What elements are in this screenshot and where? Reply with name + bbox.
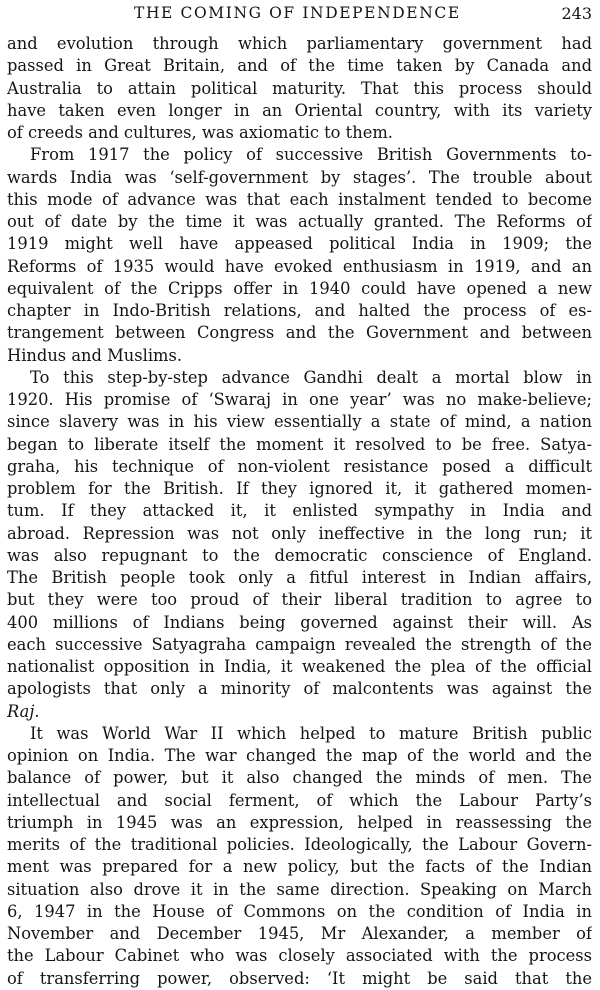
- text-line: Reforms of 1935 would have evoked enthusiasm in 1919, and an: [7, 256, 592, 276]
- text-line: have taken even longer in an Oriental country, with its variety: [7, 100, 592, 120]
- text-line: passed in Great Britain, and of the time taken by Canada and: [7, 56, 592, 76]
- text-line: since slavery was in his view essentially a state of mind, a nation: [7, 412, 592, 432]
- text-line: It was World War II which helped to mature British public: [30, 723, 592, 743]
- text-line: 1919 might well have appeased political India in 1909; the: [7, 234, 592, 254]
- text-line: abroad. Repression was not only ineffective in the long run; it: [7, 523, 592, 543]
- text-line: 400 millions of Indians being governed against their will. As: [7, 612, 592, 632]
- text-line: equivalent of the Cripps offer in 1940 could have opened a new: [7, 278, 592, 298]
- text-line: apologists that only a minority of malcontents was against the: [7, 679, 592, 699]
- text-line: but they were too proud of their liberal tradition to agree to: [7, 590, 592, 610]
- text-line: began to liberate itself the moment it resolved to be free. Satya-: [7, 434, 592, 454]
- text-line: intellectual and social ferment, of which the Labour Party’s: [7, 790, 592, 810]
- text-line: nationalist opposition in India, it weakened the plea of the official: [7, 657, 592, 676]
- paragraph-2: [7, 144, 592, 367]
- paragraph-4: [7, 723, 592, 990]
- text-line: The British people took only a fitful interest in Indian affairs,: [7, 568, 592, 587]
- page-number: 243: [561, 4, 592, 23]
- text-line: out of date by the time it was actually granted. The Reforms of: [7, 212, 592, 231]
- body-text: [7, 33, 592, 990]
- text-line: and evolution through which parliamentary government had: [7, 34, 592, 53]
- running-title: THE COMING OF INDEPENDENCE: [134, 4, 461, 22]
- italic-word: Raj.: [7, 701, 40, 721]
- text-line: balance of power, but it also changed the minds of men. The: [7, 768, 592, 788]
- text-line: merits of the traditional policies. Ideologically, the Labour Govern-: [7, 835, 592, 854]
- text-line: the Labour Cabinet who was closely associated with the process: [7, 946, 592, 966]
- text-line: graha, his technique of non-violent resistance posed a difficult: [7, 456, 592, 476]
- text-line: of transferring power, observed: ‘It might be said that the: [7, 968, 592, 988]
- text-line: opinion on India. The war changed the map of the world and the: [7, 746, 592, 765]
- text-line: was also repugnant to the democratic conscience of England.: [7, 545, 592, 565]
- text-line: Hindus and Muslims.: [7, 345, 183, 365]
- text-line: each successive Satyagraha campaign revealed the strength of the: [7, 634, 592, 654]
- text-line: From 1917 the policy of successive British Governments to-: [30, 145, 592, 165]
- text-line: problem for the British. If they ignored it, it gathered momen-: [7, 479, 592, 498]
- text-line: tum. If they attacked it, it enlisted sympathy in India and: [7, 501, 592, 521]
- text-line: wards India was ‘self-government by stages’. The trouble about: [7, 167, 592, 187]
- text-line: situation also drove it in the same direction. Speaking on March: [7, 879, 592, 899]
- text-line: [7, 701, 592, 723]
- text-line: this mode of advance was that each instalment tended to become: [7, 189, 592, 209]
- text-line: trangement between Congress and the Government and between: [7, 323, 592, 343]
- text-line: chapter in Indo-British relations, and halted the process of es-: [7, 301, 592, 320]
- text-line: 6, 1947 in the House of Commons on the condition of India in: [7, 901, 592, 921]
- paragraph-1: [7, 33, 592, 144]
- running-header: [6, 2, 592, 26]
- text-line: of creeds and cultures, was axiomatic to them.: [7, 123, 393, 142]
- text-line: Australia to attain political maturity. That this process should: [7, 78, 592, 98]
- text-line: triumph in 1945 was an expression, helped in reassessing the: [7, 812, 592, 832]
- text-line: 1920. His promise of ‘Swaraj in one year’ was no make-believe;: [7, 390, 592, 409]
- text-line: To this step-by-step advance Gandhi dealt a mortal blow in: [30, 367, 592, 387]
- text-line: ment was prepared for a new policy, but the facts of the Indian: [7, 857, 592, 877]
- text-line: November and December 1945, Mr Alexander, a member of: [7, 924, 592, 943]
- paragraph-3: [7, 367, 592, 723]
